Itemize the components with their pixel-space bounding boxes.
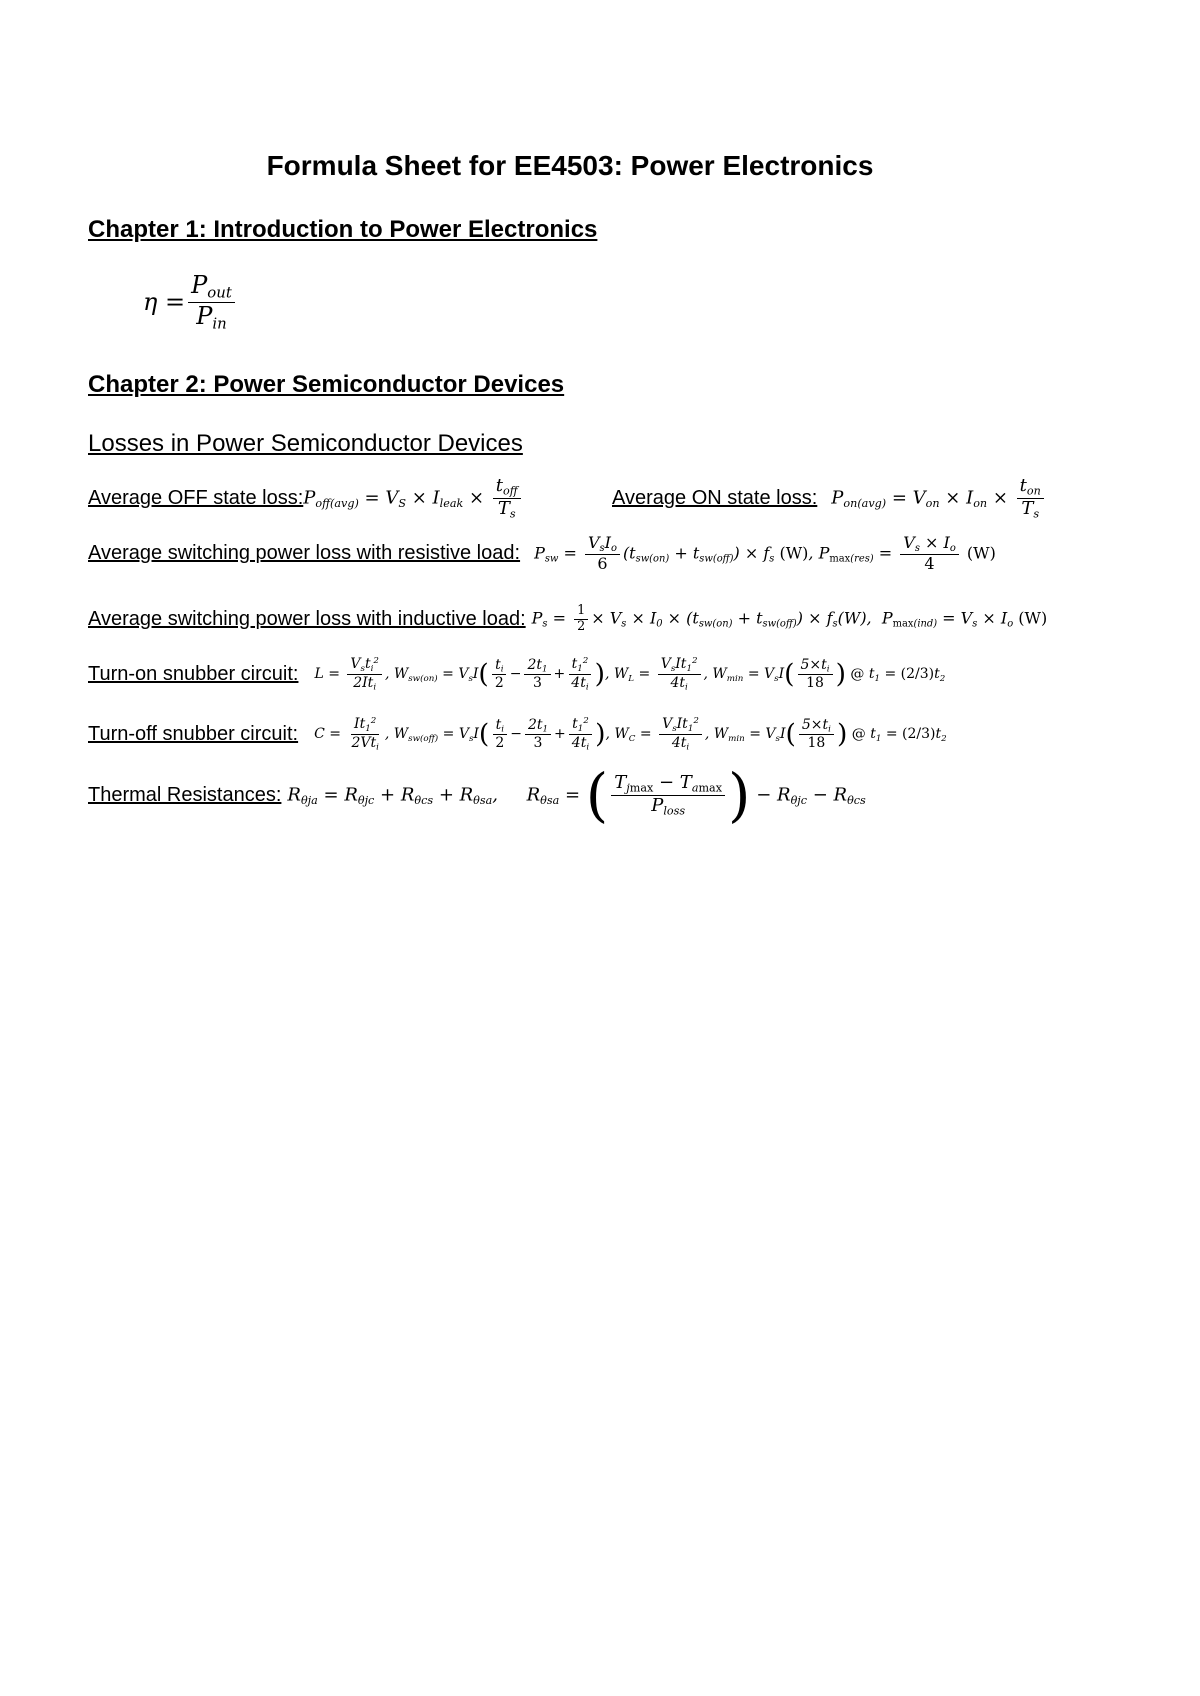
thermal-resistance-label: Thermal Resistances: xyxy=(88,784,282,806)
off-state-loss-formula: $P_{off(avg)} = V_S \times I_{leak}$ × $\frac{t_{off}}{T_s}$ xyxy=(303,476,523,521)
efficiency-formula: η = $\frac{P_{out}}{P_{in}}$ xyxy=(143,272,238,332)
on-state-loss-row xyxy=(612,476,1047,521)
losses-subheading: Losses in Power Semiconductor Devices xyxy=(88,430,523,457)
turn-on-snubber-label: Turn-on snubber circuit: xyxy=(88,662,299,685)
turn-off-snubber-row xyxy=(88,716,947,752)
chapter-2-heading: Chapter 2: Power Semiconductor Devices xyxy=(88,371,565,398)
chapter-1-heading: Chapter 1: Introduction to Power Electronics xyxy=(88,216,598,243)
inductive-load-label: Average switching power loss with inductive load: xyxy=(88,607,526,630)
resistive-load-row xyxy=(88,534,996,574)
turn-off-snubber-label: Turn-off snubber circuit: xyxy=(88,722,299,745)
inductive-load-row xyxy=(88,604,1047,634)
resistive-load-formula: $P_{sw}$ = $\frac{V_sI_o}{6}$ $(t_{sw(on)} + t_{sw(off)}) \times f_s$ (W), $P_{max(res)}$ = $\frac{V_s \times I_o}{4}$ (W) xyxy=(534,533,996,574)
off-state-loss-row xyxy=(88,476,524,521)
turn-on-snubber-formula: L = $\frac{V_st_i^2}{2It_i}$ , $W_{sw(on)} = V_sI$( $\frac{t_i}{2}$ − $\frac{2t_1}{3}$ + $\frac{t_1^2}{4t_i}$ ), $W_L$ = $\frac{V_sIt_1^2}{4t_i}$ , $W_{min} = V_sI$( $\frac{5\times t_i}{18}$ ) @ $t_1 = (2/3)t_2$ xyxy=(314,656,946,693)
thermal-resistance-formula: $R_{\theta ja} = R_{\theta jc} + R_{\theta cs} + R_{\theta sa}$, $R_{\theta sa}$ = ( $\frac{T_{jmax} - T_{amax}}{P_{loss}}$ ) − $R_{\theta jc} - R_{\theta cs}$ xyxy=(287,762,866,829)
turn-on-snubber-row xyxy=(88,656,945,692)
thermal-resistance-row xyxy=(88,762,866,829)
resistive-load-label: Average switching power loss with resistive load: xyxy=(88,542,521,565)
inductive-load-formula: $P_s$ = $\frac{1}{2}$ × $V_s \times I_0 \times (t_{sw(on)} + t_{sw(off)}) \times f_s(W)$, $P_{max(ind)} = V_s \times I_o$ (W) xyxy=(531,603,1048,634)
on-state-loss-label: Average ON state loss: xyxy=(612,487,818,510)
page-title: Formula Sheet for EE4503: Power Electronics xyxy=(266,150,874,181)
on-state-loss-formula: $P_{on(avg)} = V_{on} \times I_{on}$ × $\frac{t_{on}}{T_s}$ xyxy=(831,476,1046,521)
off-state-loss-label: Average OFF state loss: xyxy=(88,487,304,510)
turn-off-snubber-formula: C = $\frac{It_1^2}{2Vt_i}$ , $W_{sw(off)} = V_sI$( $\frac{t_i}{2}$ − $\frac{2t_1}{3}$ + $\frac{t_1^2}{4t_i}$ ), $W_C$ = $\frac{V_sIt_1^2}{4t_i}$ , $W_{min} = V_sI$( $\frac{5\times t_i}{18}$ ) @ $t_1 = (2/3)t_2$ xyxy=(314,716,947,753)
